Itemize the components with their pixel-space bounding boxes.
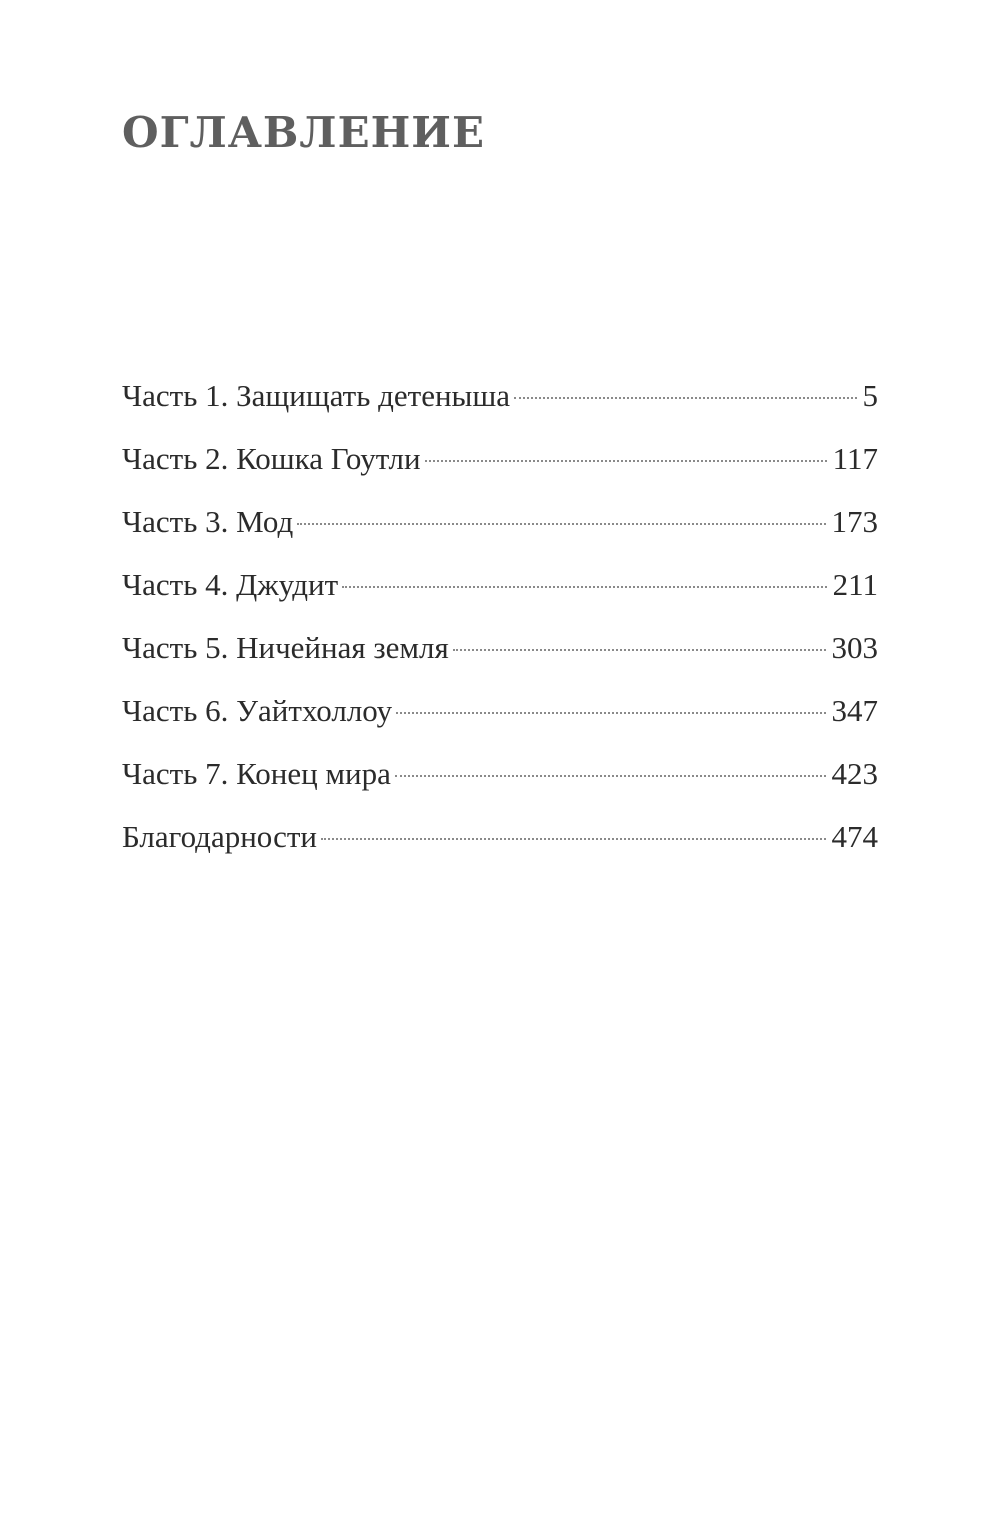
toc-entry [122,490,878,553]
toc-entry [122,679,878,742]
toc-entry [122,616,878,679]
toc-entry-title: Часть 7. Конец мира [122,756,391,791]
toc-leader-dots [453,649,826,651]
toc-leader-dots [342,586,827,588]
toc-leader-dots [297,523,825,525]
toc-entry [122,742,878,805]
toc-page-number: 347 [831,693,878,728]
table-of-contents [122,364,878,868]
toc-leader-dots [396,712,825,714]
toc-page-number: 173 [831,504,878,539]
toc-entry [122,364,878,427]
toc-entry-title: Часть 2. Кошка Гоутли [122,441,421,476]
toc-page-number: 423 [831,756,878,791]
toc-entry-title: Часть 3. Мод [122,504,294,539]
toc-leader-dots [395,775,826,777]
toc-page-number: 303 [831,630,878,665]
toc-page-number: 474 [831,819,878,854]
toc-page-number: 5 [862,378,878,413]
toc-entry [122,427,878,490]
toc-entry-title: Часть 1. Защищать детеныша [122,378,510,413]
toc-entry-title: Часть 6. Уайтхоллоу [122,693,393,728]
toc-entry-title: Часть 4. Джудит [122,567,339,602]
toc-entry-title: Часть 5. Ничейная земля [122,630,449,665]
toc-entry-title: Благодарности [122,819,317,854]
toc-page-number: 117 [832,441,878,476]
page-title: ОГЛАВЛЕНИЕ [122,108,485,157]
toc-page-number: 211 [832,567,878,602]
toc-leader-dots [321,838,826,840]
toc-entry [122,553,878,616]
toc-leader-dots [514,397,857,399]
toc-entry [122,805,878,868]
toc-leader-dots [425,460,827,462]
